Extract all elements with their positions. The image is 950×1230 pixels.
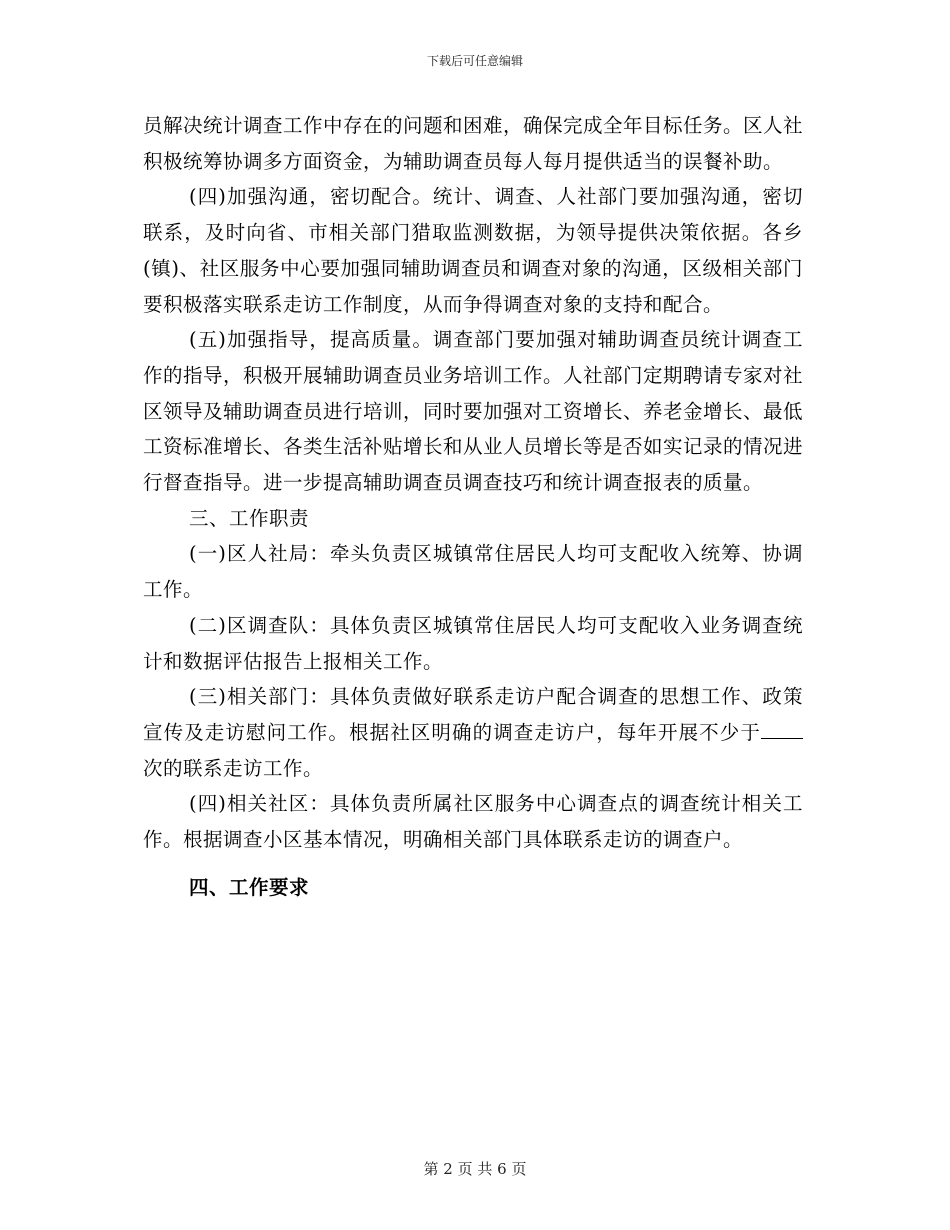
responsibility-item-1: (一)区人社局：牵头负责区城镇常住居民人均可支配收入统筹、协调工作。 [143, 542, 803, 602]
section-heading-requirements: 四、工作要求 [189, 875, 310, 899]
document-body [143, 108, 803, 905]
page-header: 下载后可任意编辑 [426, 54, 523, 68]
paragraph-guidance: (五)加强指导，提高质量。调查部门要加强对辅助调查员统计调查工作的指导，积极开展辅助调查员业务培训工作。人社部门定期聘请专家对社区领导及辅助调查员进行培训，同时要加强对工资增长、养老金增长、最低工资标准增长、各类生活补贴增长和从业人员增长等是否如实记录的情况进行督查指导。进一步提高辅助调查员调查技巧和统计调查报表的质量。 [143, 328, 804, 495]
paragraph-communication: (四)加强沟通，密切配合。统计、调查、人社部门要加强沟通，密切联系，及时向省、市相关部门猎取监测数据，为领导提供决策依据。各乡(镇)、社区服务中心要加强同辅助调查员和调查对象的沟通，区级相关部门要积极落实联系走访工作制度，从而争得调查对象的支持和配合。 [143, 185, 803, 316]
item-3-text-before-blank: (三)相关部门：具体负责做好联系走访户配合调查的思想工作、政策宣传及走访慰问工作。根据社区明确的调查走访户，每年开展不少于 [143, 685, 803, 744]
item-3-text-after-blank: 次的联系走访工作。 [143, 756, 324, 780]
paragraph-continuation: 员解决统计调查工作中存在的问题和困难，确保完成全年目标任务。区人社积极统筹协调多方面资金，为辅助调查员每人每月提供适当的误餐补助。 [143, 114, 804, 173]
section-heading-responsibilities: 三、工作职责 [189, 506, 310, 530]
fill-in-blank [761, 720, 803, 739]
responsibility-item-3 [143, 679, 803, 786]
responsibility-item-2: (二)区调查队：具体负责区城镇常住居民人均可支配收入业务调查统计和数据评估报告上报相关工作。 [143, 613, 803, 673]
responsibility-item-4: (四)相关社区：具体负责所属社区服务中心调查点的调查统计相关工作。根据调查小区基本情况，明确相关部门具体联系走访的调查户。 [143, 792, 803, 852]
page-footer: 第 2 页 共 6 页 [423, 1160, 527, 1178]
